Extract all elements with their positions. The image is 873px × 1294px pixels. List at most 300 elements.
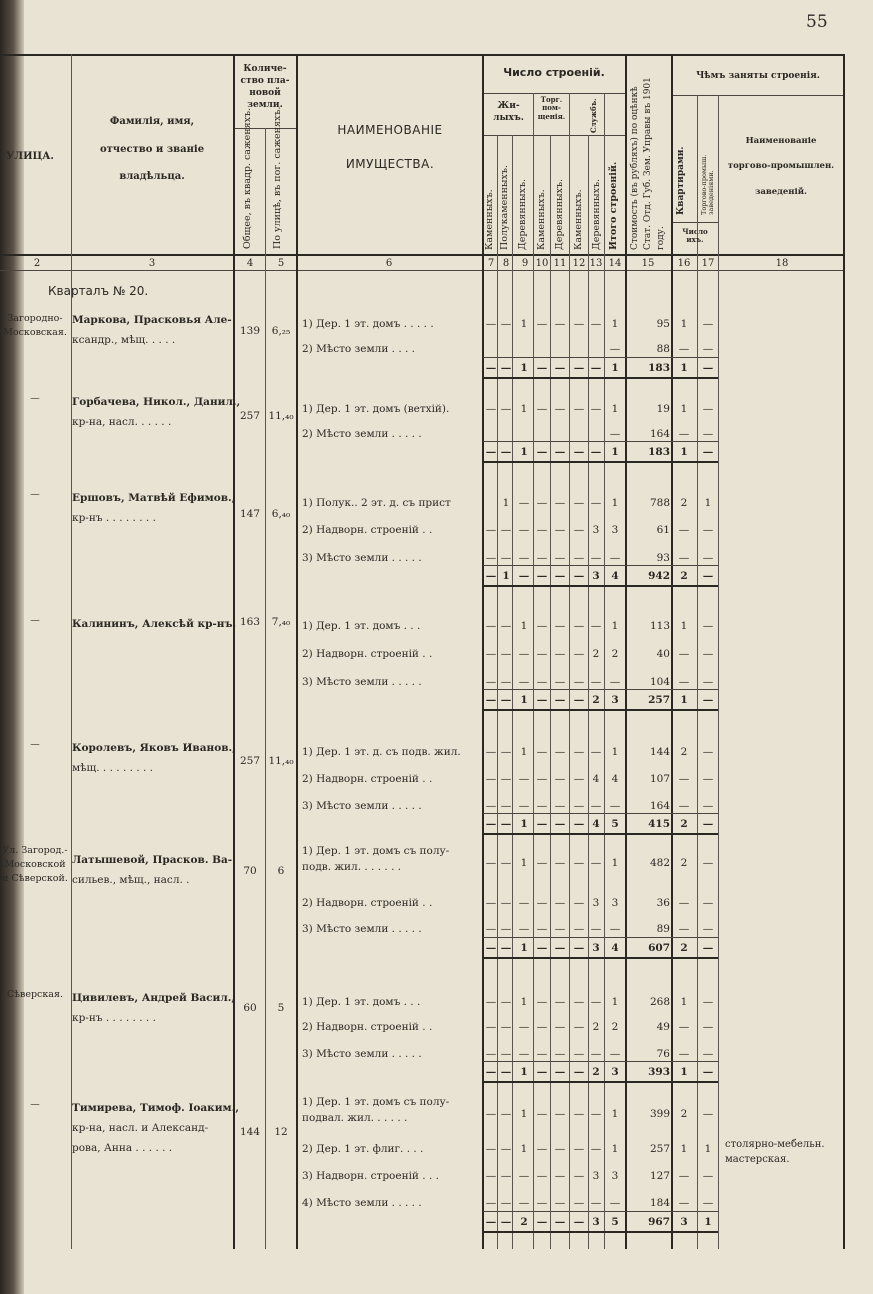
building-count: 4 xyxy=(592,773,600,785)
property-value: 482 xyxy=(649,857,670,869)
header-trade: Торг. пом- щенія. xyxy=(537,95,566,121)
trade-count: — xyxy=(702,773,714,785)
building-count: — xyxy=(609,428,621,440)
street-name: — xyxy=(30,739,40,750)
building-count: — xyxy=(554,996,566,1008)
trade-count: — xyxy=(702,648,714,660)
building-count: — xyxy=(485,524,497,536)
owner-name xyxy=(72,988,235,1028)
property-value: 184 xyxy=(649,1197,670,1209)
building-count: — xyxy=(485,1197,497,1209)
building-count: — xyxy=(554,497,566,509)
total-building-count: 3 xyxy=(611,694,619,706)
building-count: — xyxy=(573,800,585,812)
building-count: 1 xyxy=(611,403,619,415)
building-count: — xyxy=(500,524,512,536)
total-rule xyxy=(483,377,718,379)
land-area: 257 xyxy=(239,755,261,767)
building-count: 3 xyxy=(592,897,600,909)
building-count: — xyxy=(500,1108,512,1120)
building-count: — xyxy=(536,648,548,660)
building-count: — xyxy=(500,403,512,415)
land-frontage: 11,₄₀ xyxy=(268,755,294,767)
total-building-count: — xyxy=(536,942,548,954)
total-apartments: 1 xyxy=(680,446,688,458)
subtotal-rule xyxy=(483,937,718,938)
building-count: 1 xyxy=(611,857,619,869)
col-divider-street xyxy=(71,54,72,1249)
total-trade: 1 xyxy=(704,1216,712,1228)
property-label: 1) Дер. 1 эт. домъ съ полу- xyxy=(302,845,450,857)
trade-count: — xyxy=(702,1170,714,1182)
building-count: — xyxy=(536,497,548,509)
apartments-count: 1 xyxy=(680,620,688,632)
property-label: 2) Мѣсто земли . . . . . xyxy=(302,428,422,440)
total-trade: — xyxy=(702,942,714,954)
building-count: — xyxy=(554,1143,566,1155)
owner-name-line: Маркова, Прасковья Але- xyxy=(72,314,232,326)
building-count: — xyxy=(554,1021,566,1033)
owner-name xyxy=(72,614,236,634)
property-label: 4) Мѣсто земли . . . . . xyxy=(302,1197,422,1209)
building-count: — xyxy=(536,552,548,564)
trade-count: — xyxy=(702,1108,714,1120)
building-count: — xyxy=(518,897,530,909)
land-area: 70 xyxy=(243,865,257,877)
header-buildings: Число строеній. xyxy=(503,66,605,79)
building-count: — xyxy=(573,857,585,869)
building-count: — xyxy=(609,343,621,355)
trade-count: — xyxy=(702,996,714,1008)
total-value: 967 xyxy=(648,1216,670,1228)
total-building-count: — xyxy=(485,446,497,458)
owner-name xyxy=(72,488,235,528)
total-rule xyxy=(483,833,718,835)
building-count: — xyxy=(536,318,548,330)
trade-count: — xyxy=(702,897,714,909)
building-count: — xyxy=(536,996,548,1008)
total-building-count: — xyxy=(485,694,497,706)
building-count: — xyxy=(536,857,548,869)
total-building-count: — xyxy=(500,694,512,706)
building-count: — xyxy=(500,996,512,1008)
owner-name-line: мѣщ. . . . . . . . . xyxy=(72,762,154,774)
property-label: 2) Надворн. строеній . . xyxy=(302,773,433,785)
total-building-count: — xyxy=(536,1066,548,1078)
header-estab-name: Наименованіе торгово-промышлен. заведеній. xyxy=(727,136,835,197)
colnum-14: 14 xyxy=(608,258,622,269)
building-count: — xyxy=(573,1048,585,1060)
property-label: 3) Надворн. строеній . . . xyxy=(302,1170,439,1182)
building-count: — xyxy=(554,1170,566,1182)
total-building-count: — xyxy=(554,942,566,954)
total-value: 942 xyxy=(648,570,670,582)
building-count: 1 xyxy=(520,857,528,869)
total-building-count: 1 xyxy=(520,694,528,706)
building-count: — xyxy=(518,524,530,536)
colnum-11: 11 xyxy=(553,258,567,269)
subtotal-rule xyxy=(483,357,718,358)
owner-name-line: Королевъ, Яковъ Иванов., xyxy=(72,742,236,754)
owner-name-line: кр-нъ . . . . . . . . xyxy=(72,1012,156,1024)
property-label: 2) Надворн. строеній . . xyxy=(302,524,433,536)
total-apartments: 3 xyxy=(680,1216,688,1228)
total-rule xyxy=(483,1231,718,1233)
page-number: 55 xyxy=(806,12,828,32)
total-building-count: — xyxy=(590,362,602,374)
trade-count: — xyxy=(702,746,714,758)
building-count: — xyxy=(536,746,548,758)
trade-count: — xyxy=(702,1048,714,1060)
street-name: Ул. Загород.- Московской и Сѣверской. xyxy=(2,845,68,884)
building-count: — xyxy=(609,1197,621,1209)
total-apartments: 2 xyxy=(680,570,688,582)
building-count: — xyxy=(590,996,602,1008)
building-count: 2 xyxy=(611,648,619,660)
total-trade: — xyxy=(702,1066,714,1078)
building-count: — xyxy=(609,676,621,688)
total-building-count: — xyxy=(500,362,512,374)
apartments-count: — xyxy=(678,1170,690,1182)
building-count: — xyxy=(518,800,530,812)
street-name: Сѣверская. xyxy=(7,989,63,1000)
building-count: — xyxy=(485,773,497,785)
building-count: 1 xyxy=(611,620,619,632)
header-wooden-res: Деревянныхъ. xyxy=(517,178,528,250)
total-building-count: — xyxy=(500,942,512,954)
building-count: — xyxy=(573,552,585,564)
building-count: — xyxy=(590,923,602,935)
col-divider-11 xyxy=(569,93,570,1249)
apartments-count: 2 xyxy=(680,746,688,758)
colnum-13: 13 xyxy=(589,258,603,269)
building-count: — xyxy=(536,1108,548,1120)
total-building-count: 3 xyxy=(611,1066,619,1078)
property-value: 93 xyxy=(656,552,670,564)
building-count: 1 xyxy=(611,746,619,758)
count-sub-rule xyxy=(672,222,719,223)
building-count: — xyxy=(536,1048,548,1060)
building-count: — xyxy=(554,800,566,812)
building-count: — xyxy=(500,1143,512,1155)
property-value: 19 xyxy=(656,403,670,415)
building-count: — xyxy=(500,648,512,660)
owner-name-line: Цивилевъ, Андрей Васил., xyxy=(72,992,236,1004)
total-building-count: — xyxy=(485,942,497,954)
total-building-count: 1 xyxy=(520,362,528,374)
total-building-count: — xyxy=(536,694,548,706)
property-label: 2) Мѣсто земли . . . . xyxy=(302,343,416,355)
building-count: — xyxy=(554,897,566,909)
trade-count: — xyxy=(702,552,714,564)
col-divider-area xyxy=(265,128,266,1249)
colnum-12: 12 xyxy=(572,258,586,269)
apartments-count: 1 xyxy=(680,318,688,330)
land-area: 60 xyxy=(243,1002,257,1014)
building-count: — xyxy=(590,497,602,509)
total-building-count: — xyxy=(573,942,585,954)
header-stone-service: Каменныхъ. xyxy=(573,189,584,250)
building-count: — xyxy=(573,648,585,660)
building-count: — xyxy=(518,923,530,935)
header-land: Количе- ство пла- новой земли. xyxy=(240,64,290,111)
header-occupied: Чѣмъ заняты строенія. xyxy=(696,71,820,81)
total-building-count: 4 xyxy=(592,818,600,830)
total-building-count: — xyxy=(554,570,566,582)
total-value: 393 xyxy=(648,1066,670,1078)
building-count: — xyxy=(536,403,548,415)
apartments-count: — xyxy=(678,343,690,355)
total-building-count: 4 xyxy=(611,942,619,954)
subtotal-rule xyxy=(483,1211,718,1212)
total-building-count: 4 xyxy=(611,570,619,582)
building-count: — xyxy=(554,524,566,536)
property-label: 1) Дер. 1 эт. домъ съ полу- xyxy=(302,1096,450,1108)
total-building-count: — xyxy=(573,1066,585,1078)
building-count: — xyxy=(518,1021,530,1033)
apartments-count: — xyxy=(678,923,690,935)
total-building-count: 1 xyxy=(520,1066,528,1078)
property-value: 89 xyxy=(656,923,670,935)
trade-count: — xyxy=(702,800,714,812)
property-value: 61 xyxy=(656,524,670,536)
total-building-count: — xyxy=(500,446,512,458)
total-building-count: — xyxy=(500,818,512,830)
building-count: — xyxy=(518,552,530,564)
building-count: — xyxy=(590,800,602,812)
building-count: — xyxy=(485,648,497,660)
building-count: — xyxy=(536,800,548,812)
colnum-5: 5 xyxy=(277,258,285,269)
land-frontage: 12 xyxy=(274,1126,288,1138)
building-count: 1 xyxy=(611,1108,619,1120)
total-building-count: 1 xyxy=(502,570,510,582)
quarter-heading: Кварталъ № 20. xyxy=(48,284,149,298)
building-count: — xyxy=(554,746,566,758)
trade-count: — xyxy=(702,343,714,355)
total-building-count: — xyxy=(554,694,566,706)
property-value: 49 xyxy=(656,1021,670,1033)
owner-name xyxy=(72,1098,239,1158)
total-rule xyxy=(483,585,718,587)
building-count: — xyxy=(485,996,497,1008)
total-building-count: 1 xyxy=(611,446,619,458)
building-count: — xyxy=(485,923,497,935)
property-label: 3) Мѣсто земли . . . . . xyxy=(302,923,422,935)
total-building-count: 5 xyxy=(611,1216,619,1228)
building-count: — xyxy=(590,403,602,415)
building-count: — xyxy=(590,552,602,564)
header-value: Стоимость (въ рубляхъ) по оцѣнкѣ Стат. Отд. Губ. Зем. Управы въ 1901 году. xyxy=(630,77,666,250)
property-value: 164 xyxy=(649,428,670,440)
building-count: — xyxy=(554,857,566,869)
property-value: 95 xyxy=(656,318,670,330)
trade-count: — xyxy=(702,318,714,330)
building-count: — xyxy=(500,1170,512,1182)
building-count: — xyxy=(573,318,585,330)
building-count: 1 xyxy=(520,996,528,1008)
property-label: 2) Надворн. строеній . . xyxy=(302,897,433,909)
building-count: — xyxy=(590,1143,602,1155)
building-count: — xyxy=(554,620,566,632)
building-count: — xyxy=(500,552,512,564)
owner-name-line: Горбачева, Никол., Данил., xyxy=(72,396,241,408)
header-stone-trade: Каменныхъ. xyxy=(536,189,547,250)
colnum-3: 3 xyxy=(148,258,156,269)
total-building-count: — xyxy=(500,1216,512,1228)
total-building-count: 1 xyxy=(520,818,528,830)
building-count: — xyxy=(590,1048,602,1060)
building-count: — xyxy=(554,1108,566,1120)
building-count: 3 xyxy=(592,524,600,536)
building-count: — xyxy=(485,1143,497,1155)
property-value: 76 xyxy=(656,1048,670,1060)
owner-name-line: Ершовъ, Матвѣй Ефимов., xyxy=(72,492,236,504)
building-count: — xyxy=(573,1021,585,1033)
establishment-line: мастерская. xyxy=(725,1154,790,1165)
total-building-count: — xyxy=(536,570,548,582)
total-building-count: — xyxy=(573,1216,585,1228)
total-apartments: 2 xyxy=(680,942,688,954)
building-count: — xyxy=(500,773,512,785)
total-rule xyxy=(483,957,718,959)
header-total-buildings: Итого строеній. xyxy=(608,161,619,250)
property-label: 2) Надворн. строеній . . xyxy=(302,648,433,660)
building-count: 1 xyxy=(520,318,528,330)
apartments-count: — xyxy=(678,428,690,440)
building-count: — xyxy=(536,1170,548,1182)
building-count: — xyxy=(485,318,497,330)
street-name: Загородно- Московская. xyxy=(3,313,67,338)
land-frontage: 6,₂₅ xyxy=(271,325,291,337)
building-count: — xyxy=(485,676,497,688)
owner-name xyxy=(72,738,236,778)
header-trade-estab: Торгово-промыш. заведеніями. xyxy=(700,154,716,215)
table-top-rule xyxy=(0,54,845,56)
building-count: 2 xyxy=(592,648,600,660)
building-count: — xyxy=(590,1197,602,1209)
building-count: — xyxy=(485,897,497,909)
building-count: 3 xyxy=(611,524,619,536)
property-label-cont: подв. жил. . . . . . . xyxy=(302,861,402,873)
property-label: 1) Дер. 1 эт. домъ . . . xyxy=(302,620,421,632)
total-value: 257 xyxy=(648,694,670,706)
trade-count: — xyxy=(702,524,714,536)
building-count: 2 xyxy=(611,1021,619,1033)
building-count: 2 xyxy=(592,1021,600,1033)
building-count: — xyxy=(573,497,585,509)
total-rule xyxy=(483,709,718,711)
property-value: 36 xyxy=(656,897,670,909)
building-count: — xyxy=(609,800,621,812)
header-count: Число ихъ. xyxy=(682,227,708,245)
building-count: — xyxy=(573,923,585,935)
property-label: 2) Дер. 1 эт. флиг. . . . xyxy=(302,1143,424,1155)
total-building-count: — xyxy=(554,1066,566,1078)
building-count: — xyxy=(500,676,512,688)
building-count: 1 xyxy=(611,318,619,330)
total-building-count: — xyxy=(590,446,602,458)
building-count: — xyxy=(554,1197,566,1209)
property-value: 88 xyxy=(656,343,670,355)
property-value: 107 xyxy=(649,773,670,785)
building-count: — xyxy=(485,1048,497,1060)
total-apartments: 2 xyxy=(680,818,688,830)
header-residential: Жи- лыхъ. xyxy=(493,101,524,124)
building-count: — xyxy=(518,1170,530,1182)
col-divider-owner xyxy=(233,54,235,1249)
building-count: 3 xyxy=(611,897,619,909)
building-count: — xyxy=(590,1108,602,1120)
colnum-7: 7 xyxy=(487,258,495,269)
trade-count: 1 xyxy=(704,1143,712,1155)
total-building-count: — xyxy=(485,362,497,374)
land-area: 257 xyxy=(239,410,261,422)
trade-count: 1 xyxy=(704,497,712,509)
building-count: — xyxy=(609,1048,621,1060)
subtotal-rule xyxy=(483,1061,718,1062)
header-owner: Фамилія, имя, отчество и званіе владѣльца. xyxy=(99,116,205,182)
building-count: — xyxy=(485,552,497,564)
owner-name xyxy=(72,850,232,890)
header-wooden-service: Деревянныхъ. xyxy=(591,178,602,250)
colnum-2: 2 xyxy=(33,258,41,269)
building-count: — xyxy=(500,857,512,869)
street-name: — xyxy=(30,615,40,626)
total-building-count: — xyxy=(573,570,585,582)
colnum-4: 4 xyxy=(246,258,254,269)
property-label: 2) Надворн. строеній . . xyxy=(302,1021,433,1033)
property-value: 104 xyxy=(649,676,670,688)
total-building-count: — xyxy=(536,818,548,830)
apartments-count: — xyxy=(678,1197,690,1209)
total-building-count: 1 xyxy=(520,446,528,458)
building-count: — xyxy=(485,857,497,869)
apartments-count: — xyxy=(678,648,690,660)
property-label: 3) Мѣсто земли . . . . . xyxy=(302,800,422,812)
building-count: — xyxy=(573,524,585,536)
total-building-count: — xyxy=(485,1216,497,1228)
subtotal-rule xyxy=(483,565,718,566)
total-trade: — xyxy=(702,818,714,830)
owner-name-line: кр-на, насл. . . . . . xyxy=(72,416,172,428)
colnum-18: 18 xyxy=(775,258,789,269)
building-count: — xyxy=(500,800,512,812)
building-count: — xyxy=(500,923,512,935)
total-apartments: 1 xyxy=(680,1066,688,1078)
owner-name xyxy=(72,392,240,432)
building-count: — xyxy=(485,403,497,415)
property-label: 1) Дер. 1 эт. домъ . . . . . xyxy=(302,318,434,330)
total-trade: — xyxy=(702,570,714,582)
building-count: — xyxy=(590,746,602,758)
total-building-count: — xyxy=(573,446,585,458)
street-name: — xyxy=(30,489,40,500)
building-count: — xyxy=(485,800,497,812)
owner-name-line: Калининъ, Алексѣй кр-нъ. xyxy=(72,618,237,630)
building-count: — xyxy=(609,923,621,935)
building-count: — xyxy=(590,857,602,869)
property-label: 3) Мѣсто земли . . . . . xyxy=(302,676,422,688)
col-divider-9 xyxy=(533,93,534,1249)
building-count: — xyxy=(573,620,585,632)
land-frontage: 7,₄₀ xyxy=(271,616,291,628)
subtotal-rule xyxy=(483,441,718,442)
building-count: — xyxy=(485,1108,497,1120)
total-building-count: 2 xyxy=(592,1066,600,1078)
owner-name-line: ксандр., мѣщ. . . . . xyxy=(72,334,176,346)
total-building-count: — xyxy=(554,818,566,830)
